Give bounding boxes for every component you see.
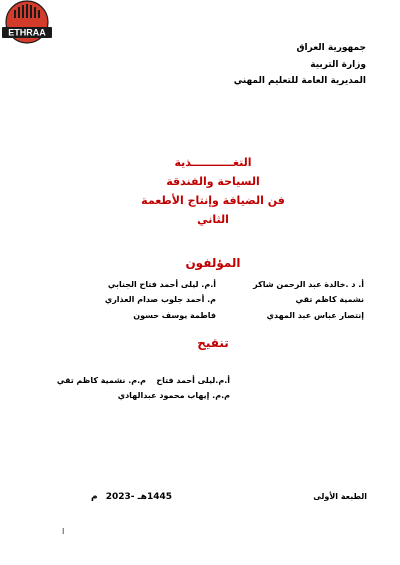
- book-specialty: فن الضيافة وإنتاج الأطعمة: [141, 194, 285, 207]
- logo-text: ETHRAA: [8, 27, 46, 38]
- revision-heading: تنقيح: [197, 336, 229, 350]
- edition-era-suffix: م: [91, 492, 98, 502]
- ethraa-logo: [1, 0, 53, 56]
- book-title: التغـــــــــــذية: [174, 156, 252, 169]
- book-grade: الثاني: [197, 213, 229, 226]
- author-name: أ.م. ليلى أحمد فتاح الجنابي: [107, 280, 216, 289]
- reviser-name: م.م. نشمية كاظم تقي: [56, 376, 146, 385]
- reviser-name: أ.م.ليلى أحمد فتاح: [156, 376, 230, 385]
- author-name: نشمية كاظم تقي: [295, 295, 364, 304]
- header-ministry: وزارة التربية: [310, 60, 366, 70]
- author-name: م. أحمد جلوب صدام العذاري: [104, 295, 216, 304]
- reviser-name: م.م. إيهاب محمود عبدالهادي: [117, 391, 230, 400]
- header-country: جمهورية العراق: [296, 43, 366, 53]
- author-name: فاطمة يوسف حسون: [133, 311, 216, 320]
- edition-label: الطبعة الأولى: [313, 492, 367, 501]
- authors-heading: المؤلفون: [185, 256, 241, 270]
- author-name: إنتصار عباس عبد المهدي: [266, 311, 364, 320]
- book-branch: السياحة والفندقة: [166, 175, 260, 188]
- page-number: I: [62, 527, 65, 536]
- author-name: أ. د .خالدة عبد الرحمن شاكر: [253, 280, 364, 289]
- edition-year: 1445هـ -2023: [105, 492, 172, 502]
- header-directorate: المديرية العامة للتعليم المهني: [233, 76, 366, 86]
